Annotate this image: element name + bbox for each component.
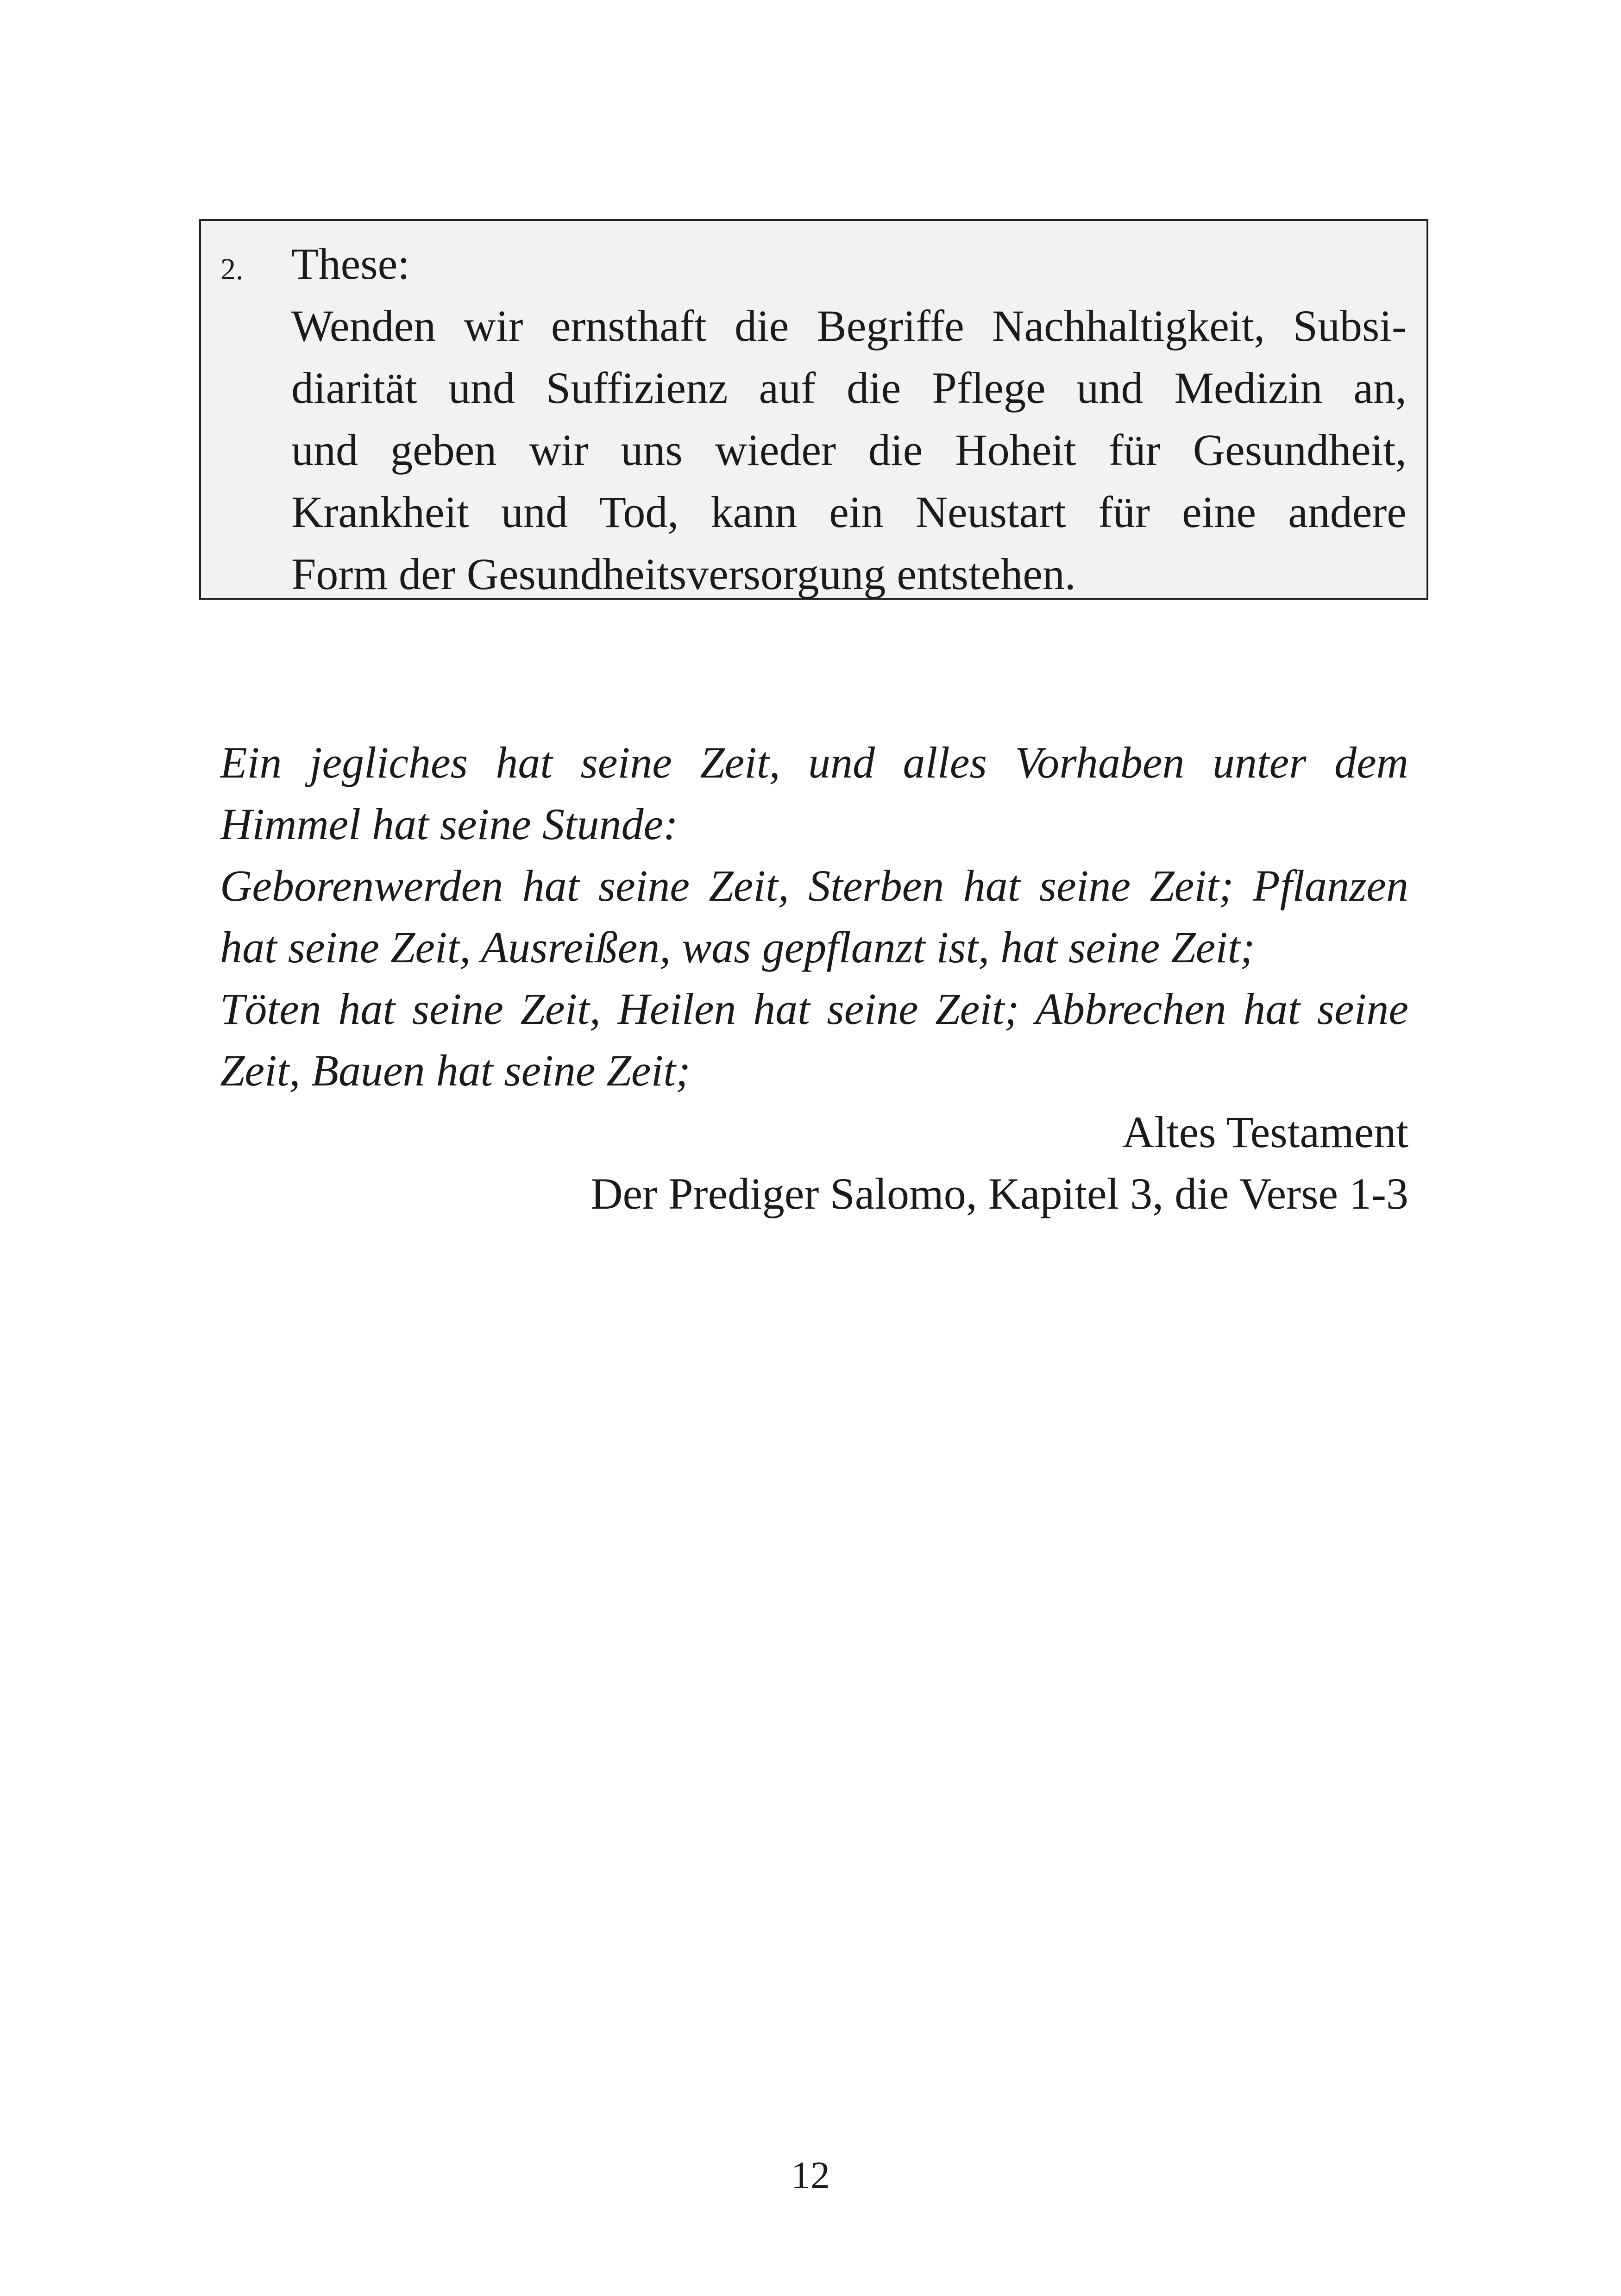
quote-line: Zeit, Bauen hat seine Zeit;	[220, 1046, 691, 1095]
quote-line: Himmel hat seine Stunde:	[220, 799, 679, 849]
thesis-heading: These:	[291, 239, 410, 289]
quote-line: hat seine Zeit, Ausreißen, was gepflanzt ist, hat seine Zeit;	[220, 922, 1255, 972]
thesis-box	[199, 219, 1428, 600]
source-title: Altes Testament	[1122, 1107, 1408, 1157]
source-reference: Der Prediger Salomo, Kapitel 3, die Verse 1-3	[591, 1169, 1408, 1218]
bible-quote	[220, 732, 1408, 1101]
quote-line: Geborenwerden hat seine Zeit, Sterben hat seine Zeit; Pflanzen	[220, 861, 1408, 910]
quote-line: Töten hat seine Zeit, Heilen hat seine Zeit; Abbrechen hat seine	[220, 984, 1408, 1034]
thesis-line: diarität und Suffizienz auf die Pflege und Medizin an,	[291, 363, 1407, 413]
quote-attribution	[463, 1101, 1408, 1224]
thesis-line: Krankheit und Tod, kann ein Neustart für eine andere	[291, 487, 1407, 537]
thesis-number: 2.	[220, 252, 244, 286]
thesis-line: Form der Gesundheitsversorgung entstehen.	[291, 549, 1076, 599]
thesis-content	[291, 233, 1407, 605]
thesis-line: Wenden wir ernsthaft die Begriffe Nachhaltigkeit, Subsi-	[291, 301, 1407, 351]
thesis-line: und geben wir uns wieder die Hoheit für Gesundheit,	[291, 425, 1407, 475]
quote-line: Ein jegliches hat seine Zeit, und alles Vorhaben unter dem	[220, 738, 1408, 787]
page-number: 12	[791, 2154, 830, 2197]
thesis-text	[291, 295, 1407, 605]
